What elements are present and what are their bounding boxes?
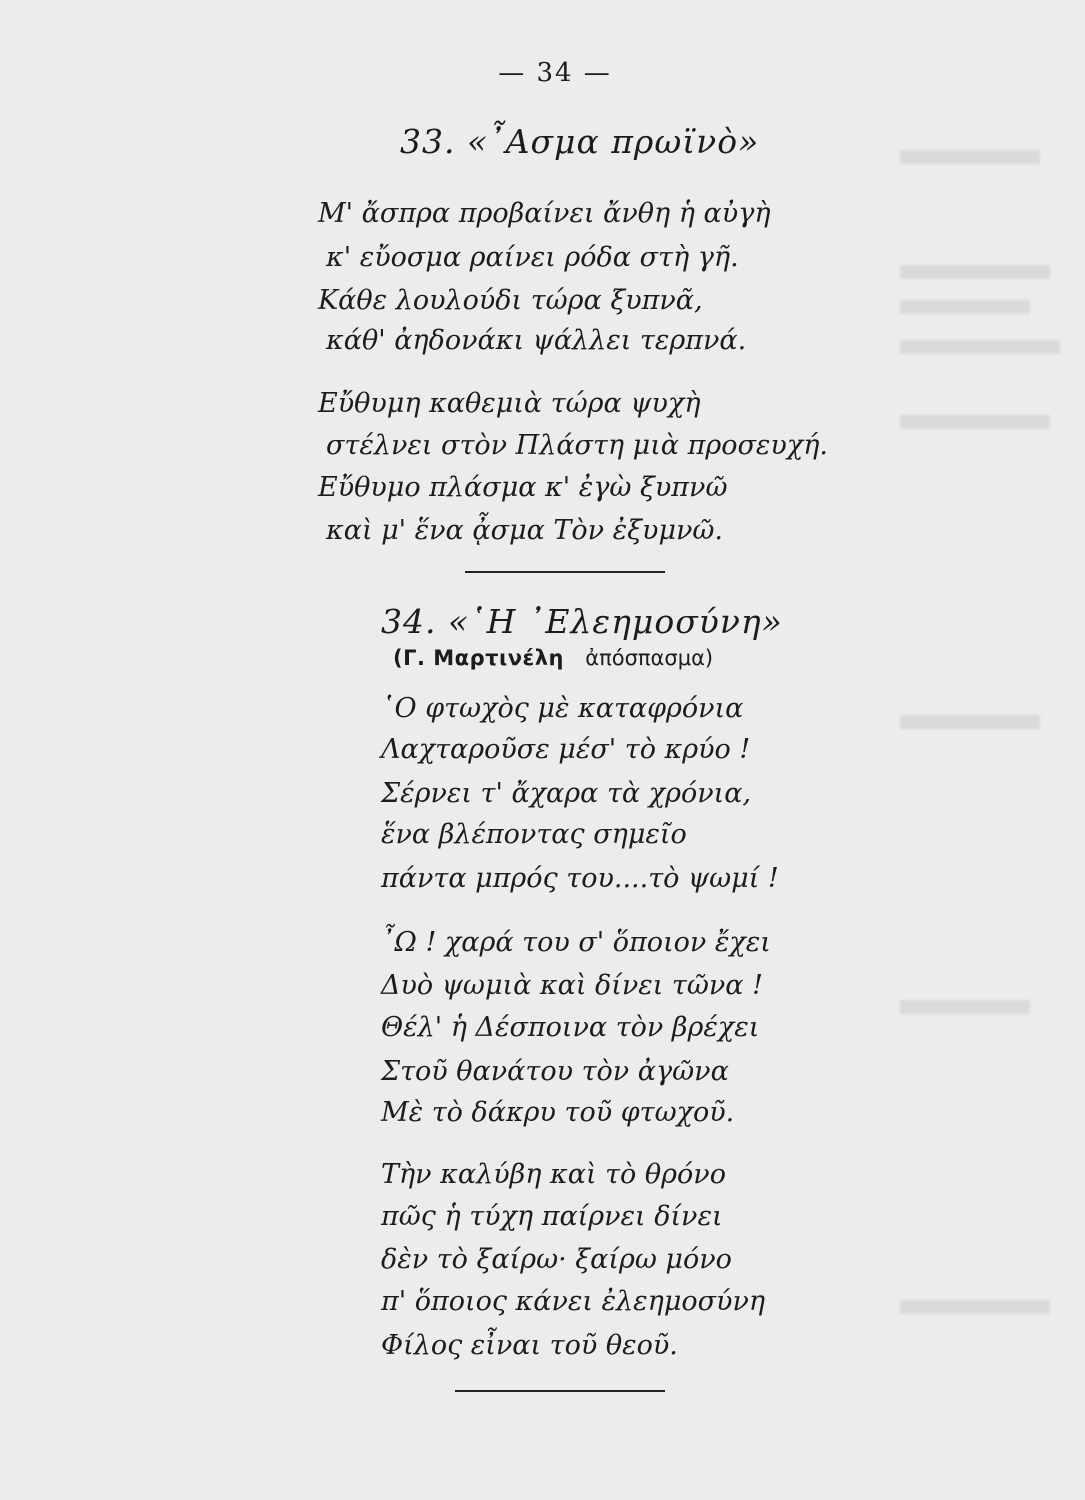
- poem-33-title: 33. «῏Ασμα πρωϊνὸ»: [400, 122, 760, 161]
- poem-33-line-6: στέλνει στὸν Πλάστη μιὰ προσευχή.: [326, 430, 828, 461]
- poem-33-line-4: κάθ' ἀηδονάκι ψάλλει τερπνά.: [326, 325, 747, 356]
- poem-33-line-5: Εὔθυμη καθεμιὰ τώρα ψυχὴ: [318, 388, 701, 419]
- poem-34-line-8: Θέλ' ἡ Δέσποινα τὸν βρέχει: [381, 1012, 760, 1043]
- poem-34-line-12: πῶς ἡ τύχη παίρνει δίνει: [381, 1201, 723, 1232]
- poem-34-line-11: Τὴν καλύβη καὶ τὸ θρόνο: [381, 1159, 726, 1190]
- end-rule: [455, 1390, 665, 1392]
- poem-34-line-6: ῏Ω ! χαρά του σ' ὅποιον ἔχει: [381, 927, 771, 958]
- poem-34-line-14: π' ὅποιος κάνει ἐλεημοσύνη: [381, 1286, 766, 1317]
- poem-34-line-13: δὲν τὸ ξαίρω· ξαίρω μόνο: [381, 1244, 732, 1275]
- poem-34-line-9: Στοῦ θανάτου τὸν ἀγῶνα: [381, 1056, 729, 1087]
- poem-33-line-8: καὶ μ' ἕνα ᾆσμα Τὸν ἐξυμνῶ.: [326, 515, 723, 546]
- poem-34-line-5: πάντα μπρός του....τὸ ψωμί !: [381, 863, 779, 894]
- poem-34-subtitle: [393, 646, 713, 670]
- poem-34-line-4: ἕνα βλέποντας σημεῖο: [381, 819, 687, 850]
- poem-34-line-2: Λαχταροῦσε μέσ' τὸ κρύο !: [381, 734, 751, 765]
- poem-34-line-7: Δυὸ ψωμιὰ καὶ δίνει τῶνα !: [381, 970, 763, 1001]
- poem-34-title: 34. «῾Η ᾿Ελεημοσύνη»: [381, 602, 783, 641]
- poem-33-line-2: κ' εὔοσμα ραίνει ρόδα στὴ γῆ.: [326, 242, 739, 273]
- poem-34-excerpt-note: ἀπόσπασμα): [585, 646, 714, 670]
- poem-34-line-1: ῾Ο φτωχὸς μὲ καταφρόνια: [381, 693, 744, 724]
- poem-34-line-10: Μὲ τὸ δάκρυ τοῦ φτωχοῦ.: [381, 1097, 735, 1128]
- poem-33-line-1: Μ' ἄσπρα προβαίνει ἄνθη ἡ αὐγὴ: [318, 198, 771, 229]
- poem-33-line-7: Εὔθυμο πλάσμα κ' ἐγὼ ξυπνῶ: [318, 472, 728, 503]
- poem-34-author: (Γ. Μαρτινέλη: [393, 646, 564, 670]
- poem-34-line-15: Φίλος εἶναι τοῦ θεοῦ.: [381, 1330, 678, 1361]
- page-number: — 34 —: [498, 58, 612, 88]
- poem-33-line-3: Κάθε λουλούδι τώρα ξυπνᾶ,: [318, 285, 703, 316]
- poem-34-line-3: Σέρνει τ' ἄχαρα τὰ χρόνια,: [381, 778, 752, 809]
- separator-rule: [465, 571, 665, 573]
